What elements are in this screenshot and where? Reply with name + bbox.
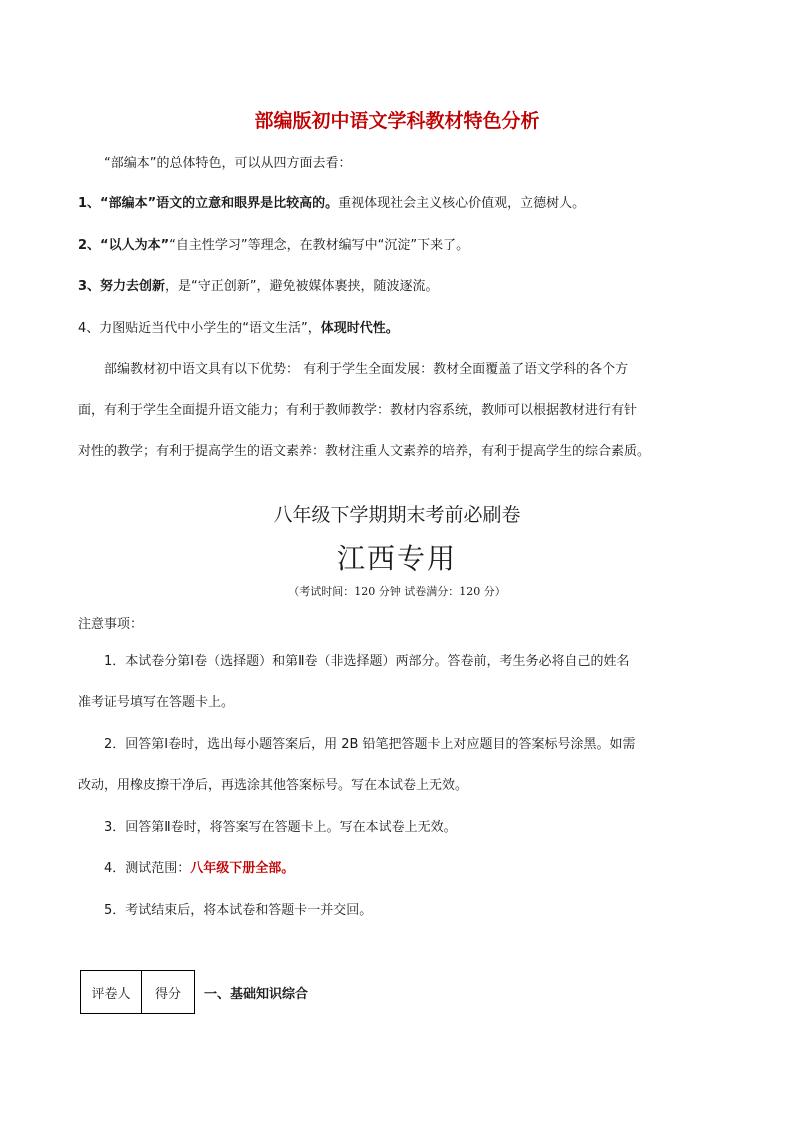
point-3-rest: ，是“守正创新”，避免被媒体裹挟，随波逐流。 [165,279,439,294]
score-box [80,970,195,1014]
exam-region-title: 江西专用 [336,542,457,575]
point-1-bold: 1、“部编本”语文的立意和眼界是比较高的。 [78,196,339,211]
notice-4-prefix: 4．测试范围： [104,861,191,876]
point-3 [78,275,439,294]
exam-time-info: （考试时间：120 分钟 试卷满分：120 分） [288,585,506,598]
section-heading: 一、基础知识综合 [204,987,309,1002]
notice-2-cont: 改动，用橡皮擦干净后，再选涂其他答案标号。写在本试卷上无效。 [78,778,469,793]
point-4-bold: 体现时代性。 [320,321,399,336]
grader-cell: 评卷人 [81,971,142,1014]
point-1 [78,192,585,211]
intro-text: “部编本”的总体特色，可以从四方面去看： [104,156,352,171]
point-2-bold: 2、“以人为本” [78,238,170,253]
score-cell: 得分 [142,971,195,1014]
exam-subtitle: 八年级下学期期末考前必刷卷 [273,504,521,526]
point-3-bold: 3、努力去创新 [78,279,166,294]
advantages-line-3: 对性的教学；有利于提高学生的语文素养：教材注重人文素养的培养，有利于提高学生的综合素质。 [78,444,651,459]
point-2-rest: “自主性学习”等理念，在教材编写中“沉淀”下来了。 [169,238,470,253]
advantages-line-1: 部编教材初中语文具有以下优势： 有利于学生全面发展：教材全面覆盖了语文学科的各个方 [104,362,629,377]
notice-3: 3．回答第Ⅱ卷时，将答案写在答题卡上。写在本试卷上无效。 [104,820,457,835]
advantages-line-2: 面，有利于学生全面提升语文能力；有利于教师教学：教材内容系统，教师可以根据教材进行有针 [78,403,638,418]
notice-2: 2．回答第Ⅰ卷时，选出每小题答案后，用 2B 铅笔把答题卡上对应题目的答案标号涂黑。如需 [104,737,636,752]
notice-5: 5．考试结束后，将本试卷和答题卡一并交回。 [104,903,373,918]
point-1-rest: 重视体现社会主义核心价值观，立德树人。 [338,196,586,211]
notice-heading: 注意事项： [78,617,144,632]
exam-scope-value: 八年级下册全部。 [190,861,295,876]
point-4-prefix: 4、力图贴近当代中小学生的“语文生活”， [78,321,321,336]
notice-1-cont: 准考证号填写在答题卡上。 [78,695,235,710]
point-4 [78,317,399,336]
notice-1: 1．本试卷分第Ⅰ卷（选择题）和第Ⅱ卷（非选择题）两部分。答卷前，考生务必将自己的姓名 [104,654,630,669]
document-title: 部编版初中语文学科教材特色分析 [254,110,540,132]
point-2 [78,234,469,253]
notice-4 [104,857,294,876]
